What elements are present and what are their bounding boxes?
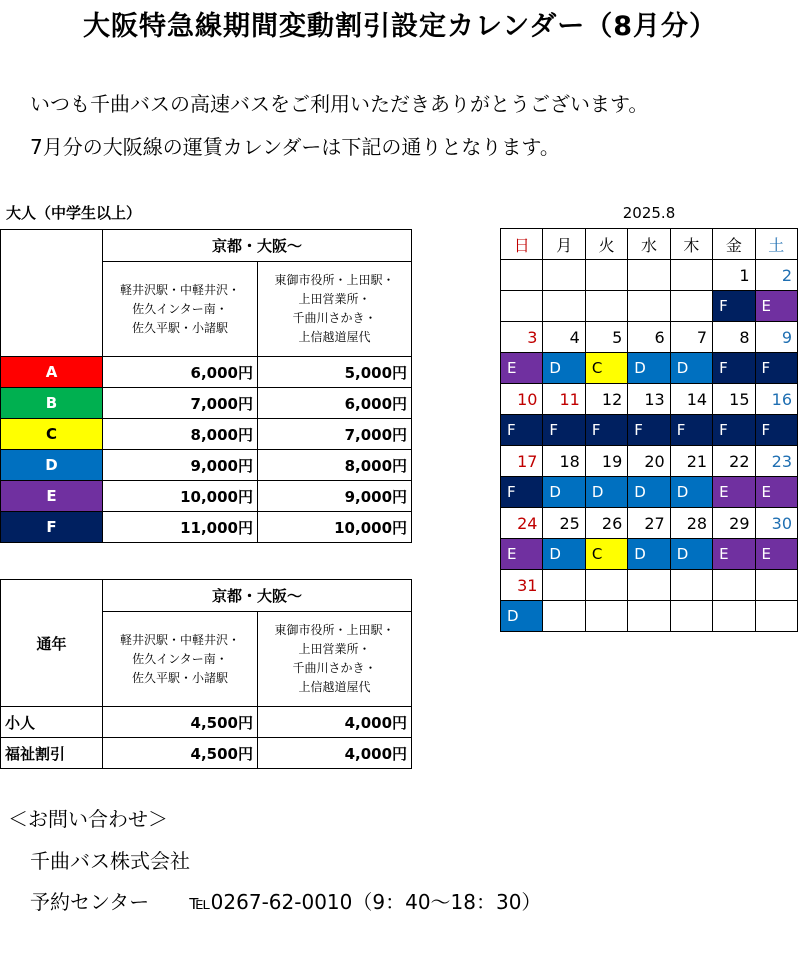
calendar-fare-code <box>670 291 712 322</box>
calendar-date: 20 <box>628 446 670 477</box>
origin-line: 東御市役所・上田駅・ <box>274 623 395 637</box>
fare-row <box>1 419 412 450</box>
calendar-fare-code <box>713 601 755 632</box>
calendar-fare-code <box>755 601 797 632</box>
adult-corner-cell <box>1 230 103 357</box>
yearly-row-label: 福祉割引 <box>1 738 103 769</box>
fare-price: 6,000円 <box>103 357 258 388</box>
fare-price: 8,000円 <box>258 450 412 481</box>
fare-calendar <box>500 228 798 632</box>
calendar-date: 1 <box>713 260 755 291</box>
calendar-date <box>585 260 627 291</box>
origin-line: 上信越道屋代 <box>298 330 371 344</box>
calendar-date: 7 <box>670 322 712 353</box>
calendar-title: 2025.8 <box>622 204 676 222</box>
weekday-header: 木 <box>670 229 712 260</box>
calendar-fare-code: F <box>628 415 670 446</box>
origin-line: 軽井沢駅・中軽井沢・ <box>119 632 240 647</box>
calendar-fare-code: F <box>755 353 797 384</box>
calendar-date: 4 <box>543 322 585 353</box>
fare-row <box>1 512 412 543</box>
contact-reservation-center: 予約センター ℡0267-62-0010（9：40～18：30） <box>30 890 542 914</box>
fare-price: 9,000円 <box>103 450 258 481</box>
fare-price: 7,000円 <box>258 419 412 450</box>
fare-price: 7,000円 <box>103 388 258 419</box>
calendar-date: 15 <box>713 384 755 415</box>
calendar-fare-code: F <box>501 415 543 446</box>
calendar-date: 29 <box>713 508 755 539</box>
calendar-date <box>628 260 670 291</box>
calendar-fare-code: E <box>713 539 755 570</box>
calendar-date <box>755 570 797 601</box>
calendar-fare-code: D <box>628 353 670 384</box>
weekday-header: 水 <box>628 229 670 260</box>
weekday-header: 土 <box>755 229 797 260</box>
calendar-fare-row <box>501 601 798 632</box>
calendar-date: 31 <box>501 570 543 601</box>
calendar-date: 3 <box>501 322 543 353</box>
adult-table-label: 大人（中学生以上） <box>6 204 142 222</box>
calendar-date: 2 <box>755 260 797 291</box>
calendar-date <box>585 570 627 601</box>
calendar-fare-code: F <box>585 415 627 446</box>
calendar-date <box>501 260 543 291</box>
fare-price: 4,000円 <box>258 738 412 769</box>
calendar-fare-row <box>501 539 798 570</box>
calendar-fare-code: E <box>755 291 797 322</box>
calendar-date-row <box>501 322 798 353</box>
fare-row <box>1 357 412 388</box>
calendar-date-row <box>501 508 798 539</box>
calendar-date-row <box>501 260 798 291</box>
calendar-fare-code: F <box>670 415 712 446</box>
fare-price: 4,500円 <box>103 707 258 738</box>
weekday-header: 日 <box>501 229 543 260</box>
origin-line: 上信越道屋代 <box>298 680 371 694</box>
calendar-date: 21 <box>670 446 712 477</box>
calendar-fare-code <box>585 601 627 632</box>
fare-class-cell: E <box>1 481 103 512</box>
calendar-fare-code: E <box>755 477 797 508</box>
fare-class-cell: A <box>1 357 103 388</box>
calendar-date: 10 <box>501 384 543 415</box>
calendar-fare-code <box>628 291 670 322</box>
calendar-fare-code <box>628 601 670 632</box>
adult-origin-group-1 <box>103 262 258 357</box>
calendar-fare-row <box>501 415 798 446</box>
yearly-origin-group-1 <box>103 612 258 707</box>
weekday-header: 火 <box>585 229 627 260</box>
contact-company: 千曲バス株式会社 <box>30 849 190 873</box>
calendar-fare-code: D <box>543 539 585 570</box>
calendar-fare-code <box>543 601 585 632</box>
calendar-date: 12 <box>585 384 627 415</box>
calendar-date <box>628 570 670 601</box>
calendar-date: 17 <box>501 446 543 477</box>
calendar-date: 25 <box>543 508 585 539</box>
calendar-date: 27 <box>628 508 670 539</box>
calendar-date: 30 <box>755 508 797 539</box>
calendar-fare-code <box>670 601 712 632</box>
calendar-date: 13 <box>628 384 670 415</box>
intro-line-1: いつも千曲バスの高速バスをご利用いただきありがとうございます。 <box>30 92 649 116</box>
origin-line: 千曲川さかき・ <box>292 661 377 675</box>
fare-price: 9,000円 <box>258 481 412 512</box>
calendar-date: 26 <box>585 508 627 539</box>
origin-line: 佐久インター南・ <box>132 301 228 316</box>
calendar-date: 14 <box>670 384 712 415</box>
calendar-weekday-row <box>501 229 798 260</box>
calendar-fare-row <box>501 353 798 384</box>
origin-line: 上田営業所・ <box>298 292 371 306</box>
calendar-fare-code: F <box>713 291 755 322</box>
intro-line-2: 7月分の大阪線の運賃カレンダーは下記の通りとなります。 <box>30 135 560 159</box>
calendar-fare-code: E <box>713 477 755 508</box>
fare-class-cell: F <box>1 512 103 543</box>
origin-line: 千曲川さかき・ <box>292 311 377 325</box>
fare-price: 5,000円 <box>258 357 412 388</box>
fare-class-cell: D <box>1 450 103 481</box>
calendar-fare-code: D <box>628 477 670 508</box>
calendar-fare-code <box>501 291 543 322</box>
calendar-date <box>543 570 585 601</box>
calendar-fare-code: F <box>755 415 797 446</box>
origin-line: 東御市役所・上田駅・ <box>274 273 395 287</box>
calendar-fare-code: D <box>670 353 712 384</box>
adult-fare-table <box>0 229 412 543</box>
adult-origin-group-2 <box>258 262 412 357</box>
calendar-date <box>713 570 755 601</box>
calendar-fare-code: D <box>501 601 543 632</box>
yearly-row <box>1 738 412 769</box>
calendar-fare-code: D <box>543 477 585 508</box>
calendar-fare-code: E <box>501 539 543 570</box>
calendar-date-row <box>501 446 798 477</box>
calendar-fare-code: F <box>543 415 585 446</box>
fare-row <box>1 450 412 481</box>
calendar-date: 11 <box>543 384 585 415</box>
calendar-fare-code: F <box>713 415 755 446</box>
calendar-date: 23 <box>755 446 797 477</box>
fare-price: 4,500円 <box>103 738 258 769</box>
page-title: 大阪特急線期間変動割引設定カレンダー（8月分） <box>82 11 718 42</box>
calendar-fare-code: C <box>585 539 627 570</box>
calendar-fare-code: D <box>670 477 712 508</box>
calendar-date: 16 <box>755 384 797 415</box>
calendar-date: 19 <box>585 446 627 477</box>
yearly-row <box>1 707 412 738</box>
yearly-destination: 京都・大阪～ <box>103 580 412 612</box>
calendar-date: 18 <box>543 446 585 477</box>
calendar-fare-row <box>501 477 798 508</box>
fare-class-cell: B <box>1 388 103 419</box>
calendar-fare-code <box>543 291 585 322</box>
calendar-date: 6 <box>628 322 670 353</box>
calendar-date-row <box>501 384 798 415</box>
fare-price: 11,000円 <box>103 512 258 543</box>
fare-price: 4,000円 <box>258 707 412 738</box>
fare-row <box>1 481 412 512</box>
calendar-date <box>670 570 712 601</box>
calendar-date: 24 <box>501 508 543 539</box>
calendar-date: 28 <box>670 508 712 539</box>
adult-destination: 京都・大阪～ <box>103 230 412 262</box>
calendar-date: 5 <box>585 322 627 353</box>
weekday-header: 金 <box>713 229 755 260</box>
calendar-fare-code: D <box>670 539 712 570</box>
calendar-date: 9 <box>755 322 797 353</box>
fare-class-cell: C <box>1 419 103 450</box>
yearly-row-label: 小人 <box>1 707 103 738</box>
weekday-header: 月 <box>543 229 585 260</box>
calendar-date <box>543 260 585 291</box>
calendar-date: 22 <box>713 446 755 477</box>
fare-row <box>1 388 412 419</box>
origin-line: 佐久平駅・小諸駅 <box>131 670 228 685</box>
calendar-fare-code: F <box>501 477 543 508</box>
fare-price: 10,000円 <box>258 512 412 543</box>
calendar-date: 8 <box>713 322 755 353</box>
contact-heading: ＜お問い合わせ＞ <box>8 807 168 831</box>
calendar-fare-code: E <box>501 353 543 384</box>
origin-line: 軽井沢駅・中軽井沢・ <box>119 282 240 297</box>
calendar-fare-code: D <box>628 539 670 570</box>
calendar-fare-code <box>585 291 627 322</box>
calendar-date <box>670 260 712 291</box>
calendar-fare-code: D <box>543 353 585 384</box>
origin-line: 佐久平駅・小諸駅 <box>131 320 228 335</box>
calendar-fare-row <box>501 291 798 322</box>
origin-line: 佐久インター南・ <box>132 651 228 666</box>
fare-price: 8,000円 <box>103 419 258 450</box>
fare-price: 6,000円 <box>258 388 412 419</box>
calendar-date-row <box>501 570 798 601</box>
origin-line: 上田営業所・ <box>298 642 371 656</box>
yearly-fare-table <box>0 579 412 769</box>
calendar-fare-code: F <box>713 353 755 384</box>
fare-price: 10,000円 <box>103 481 258 512</box>
calendar-fare-code: C <box>585 353 627 384</box>
calendar-fare-code: D <box>585 477 627 508</box>
calendar-fare-code: E <box>755 539 797 570</box>
yearly-label: 通年 <box>1 580 103 707</box>
yearly-origin-group-2 <box>258 612 412 707</box>
